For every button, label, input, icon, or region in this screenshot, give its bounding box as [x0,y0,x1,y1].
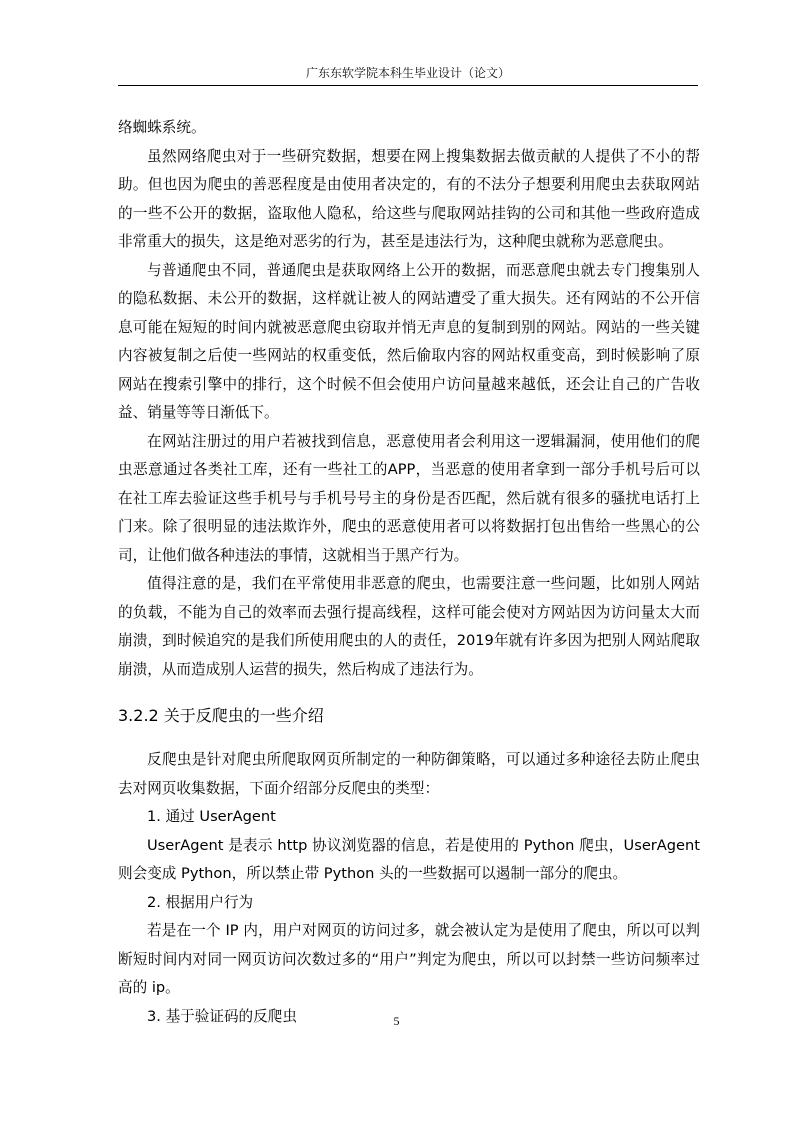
list-item-title: 3. 基于验证码的反爬虫 [147,1007,297,1025]
page-number: 5 [393,1014,400,1028]
list-item-title: 2. 根据用户行为 [147,893,254,911]
paragraph: 与普通爬虫不同，普通爬虫是获取网络上公开的数据，而恶意爬虫就去专门搜集别人的隐私数据、未公开的数据，这样就让被人的网站遭受了重大损失。还有网站的不公开信息可能在短短的时间内就被恶意爬虫窃取并悄无声息的复制到别的网站。网站的一些关键内容被复制之后使一些网站的权重变低，然后偷取内容的网站权重变高，到时候影响了原网站在搜索引擎中的排行，这个时候不但会使用户访问量越来越低，还会让自己的广告收益、销量等等日渐低下。 [118,261,700,421]
paragraph: 络蜘蛛系统。 [118,119,206,136]
body-text [118,114,700,1031]
paragraph: 虽然网络爬虫对于一些研究数据，想要在网上搜集数据去做贡献的人提供了不小的帮助。但也因为爬虫的善恶程度是由使用者决定的，有的不法分子想要利用爬虫去获取网站的一些不公开的数据，盗取他人隐私，给这些与爬取网站挂钩的公司和其他一些政府造成非常重大的损失，这是绝对恶劣的行为，甚至是违法行为，这种爬虫就称为恶意爬虫。 [118,147,700,250]
list-item-text: UserAgent 是表示 http 协议浏览器的信息，若是使用的 Python 爬虫，UserAgent 则会变成 Python，所以禁止带 Python 头的一些数据可以遏制一部分的爬虫。 [118,836,700,882]
list-item-text: 若是在一个 IP 内，用户对网页的访问过多，就会被认定为是使用了爬虫，所以可以判断短时间内对同一网页访问次数过多的“用户”判定为爬虫，所以可以封禁一些访问频率过高的 ip。 [118,922,700,996]
running-header: 广东东软学院本科生毕业设计（论文） [305,66,510,80]
section-heading: 3.2.2 关于反爬虫的一些介绍 [118,706,324,725]
section-intro: 反爬虫是针对爬虫所爬取网页所制定的一种防御策略，可以通过多种途径去防止爬虫去对网页收集数据，下面介绍部分反爬虫的类型： [118,751,700,797]
list-item-title: 1. 通过 UserAgent [147,808,276,825]
header-rule [118,85,698,86]
paragraph: 值得注意的是，我们在平常使用非恶意的爬虫，也需要注意一些问题，比如别人网站的负载，不能为自己的效率而去强行提高线程，这样可能会使对方网站因为访问量太大而崩溃，到时候追究的是我们所使用爬虫的人的责任，2019年就有许多因为把别人网站爬取崩溃，从而造成别人运营的损失，然后构成了违法行为。 [118,575,700,678]
paragraph: 在网站注册过的用户若被找到信息，恶意使用者会利用这一逻辑漏洞，使用他们的爬虫恶意通过各类社工库，还有一些社工的APP，当恶意的使用者拿到一部分手机号后可以在社工库去验证这些手机号与手机号号主的身份是否匹配，然后就有很多的骚扰电话打上门来。除了很明显的违法欺诈外，爬虫的恶意使用者可以将数据打包出售给一些黑心的公司，让他们做各种违法的事情，这就相当于黑产行为。 [118,432,700,564]
